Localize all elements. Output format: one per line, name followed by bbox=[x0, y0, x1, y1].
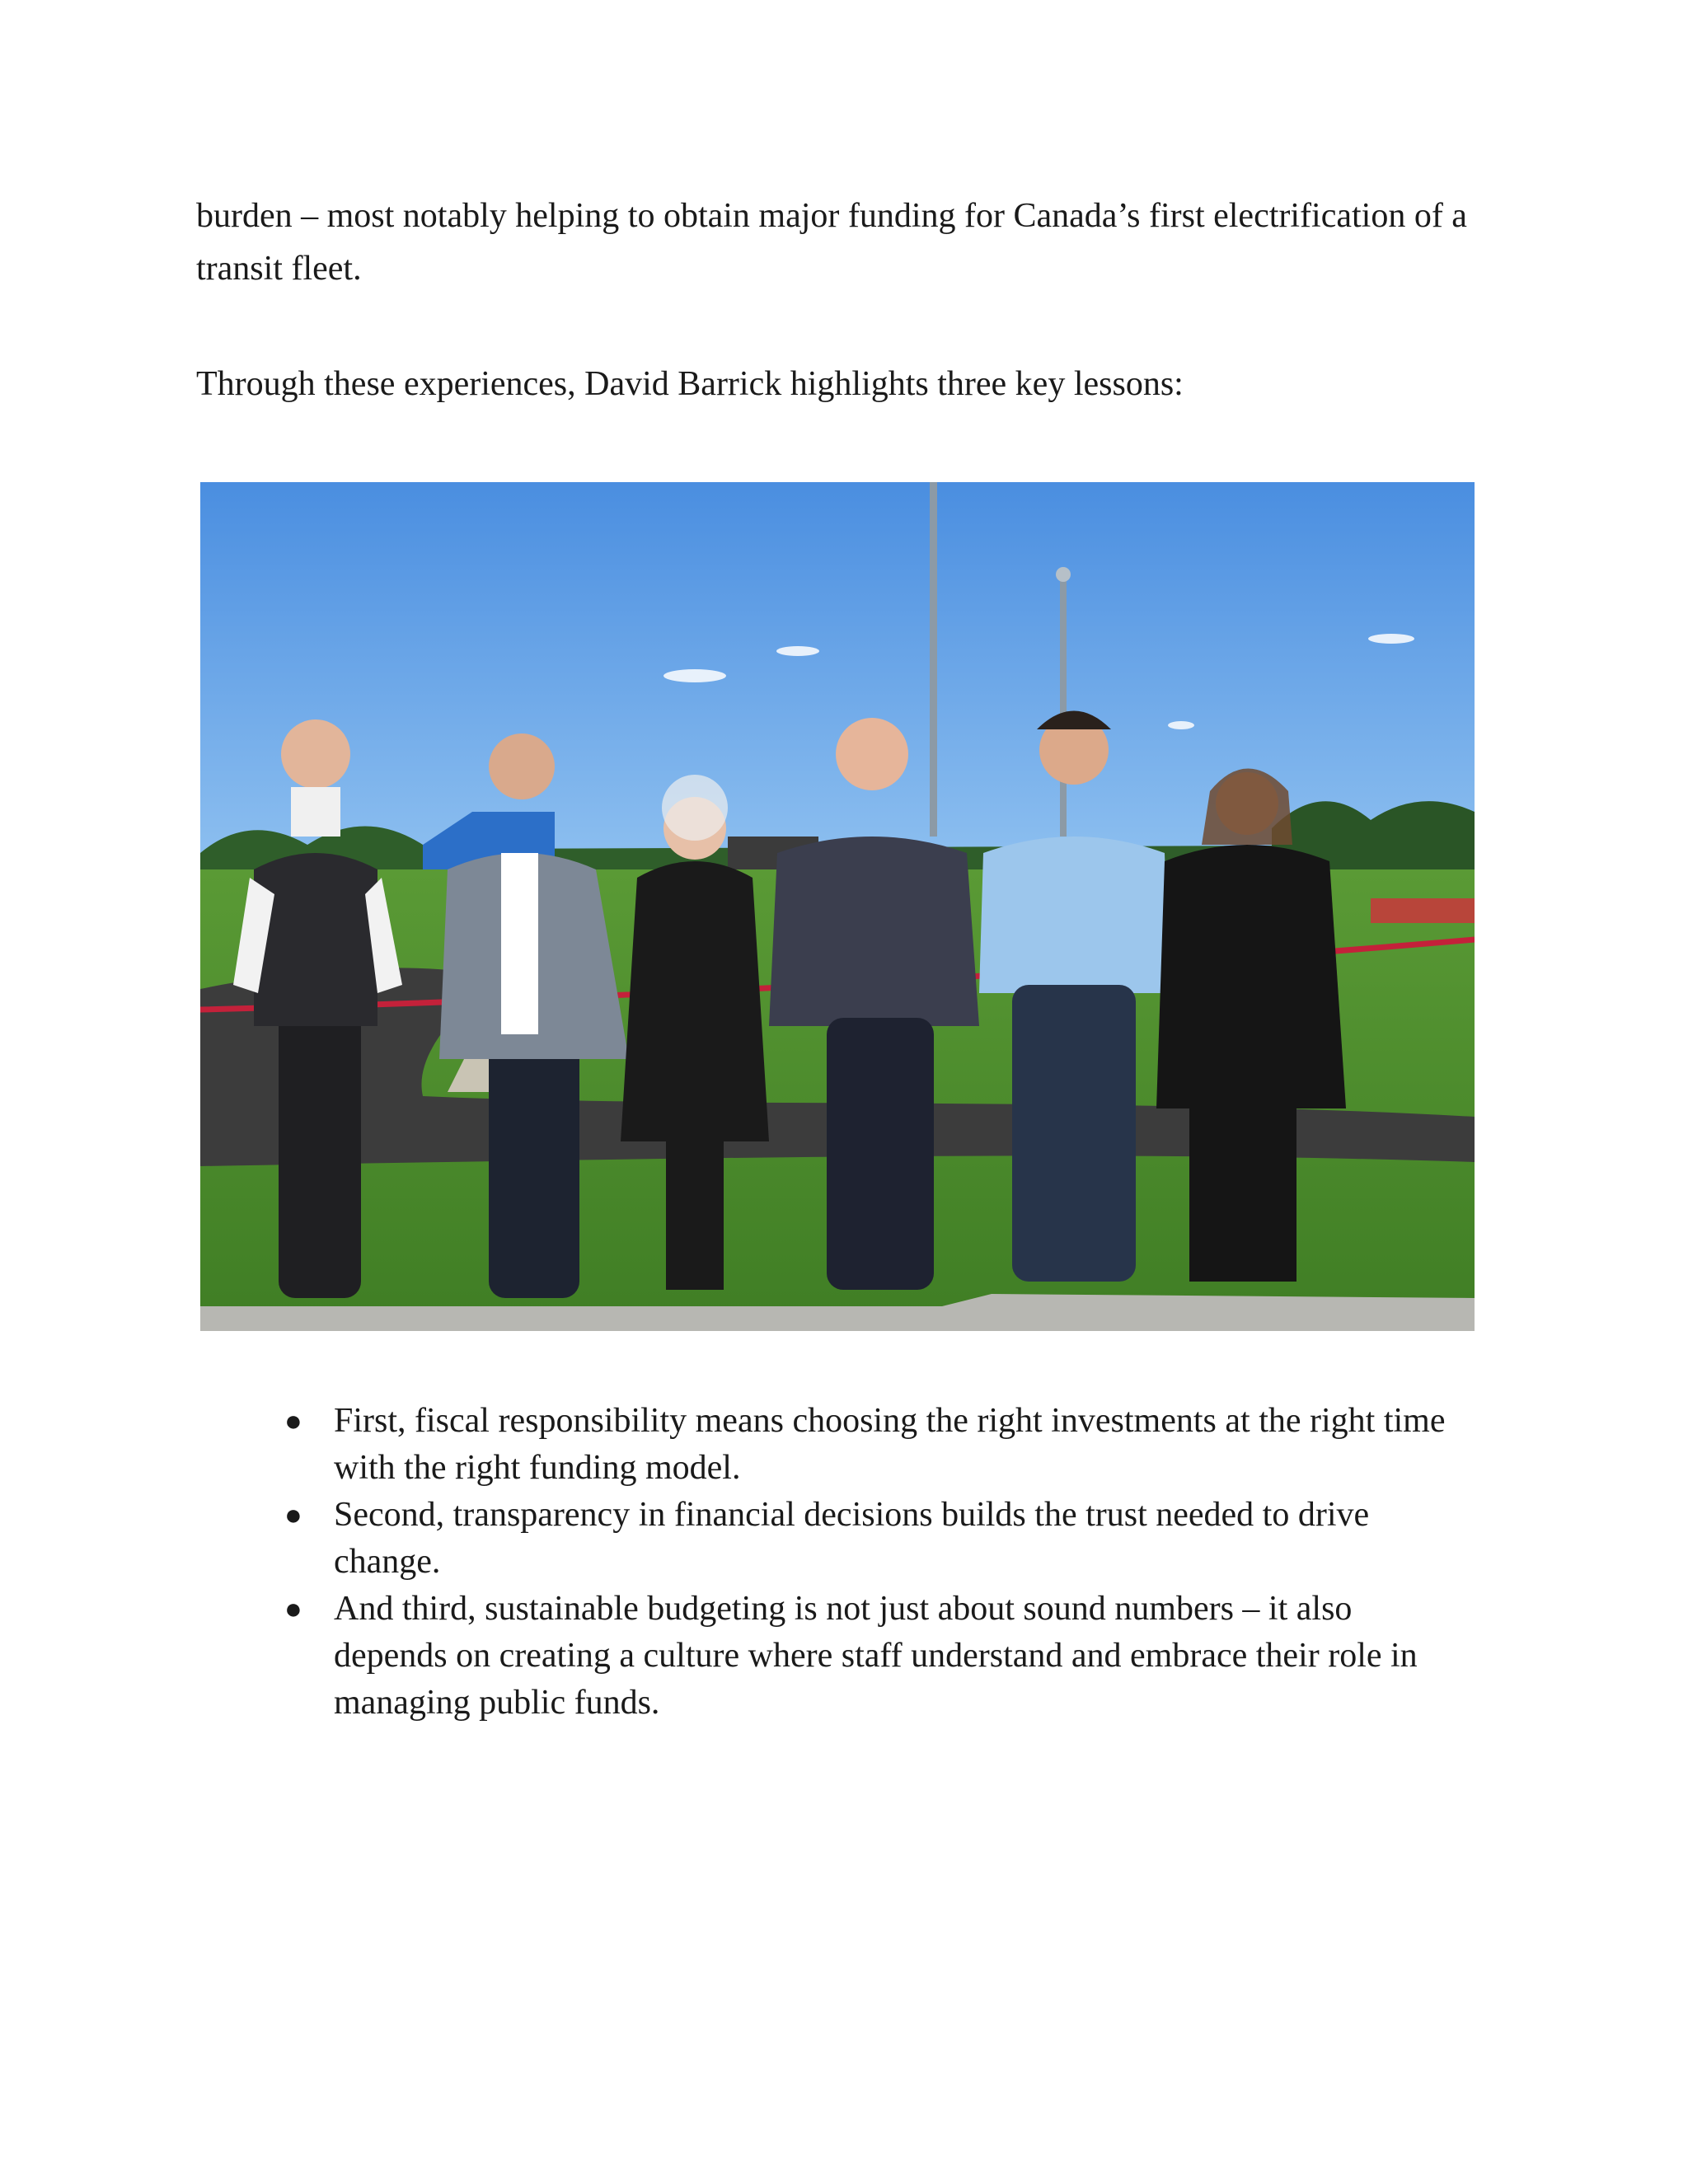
body-paragraph: burden – most notably helping to obtain major funding for Canada’s first electrification of a transit fleet. bbox=[196, 197, 1467, 288]
bullet-icon: ● bbox=[284, 1404, 302, 1437]
bullet-icon: ● bbox=[284, 1592, 302, 1625]
list-item bbox=[0, 1398, 1471, 1492]
lessons-list bbox=[0, 1398, 1688, 1727]
list-item-text: First, fiscal responsibility means choosing the right investments at the right time with the right funding model. bbox=[334, 1402, 1446, 1487]
list-item bbox=[0, 1586, 1471, 1727]
list-item bbox=[0, 1492, 1471, 1586]
ribbon-cutting-photo bbox=[200, 482, 1475, 1331]
list-item-text: Second, transparency in financial decisions builds the trust needed to drive change. bbox=[334, 1496, 1370, 1581]
bullet-icon: ● bbox=[284, 1498, 302, 1531]
body-paragraph: Through these experiences, David Barrick highlights three key lessons: bbox=[196, 365, 1184, 403]
list-item-text: And third, sustainable budgeting is not just about sound numbers – it also depends on creating a culture where staff understand and embrace their role in managing public funds. bbox=[334, 1590, 1418, 1722]
